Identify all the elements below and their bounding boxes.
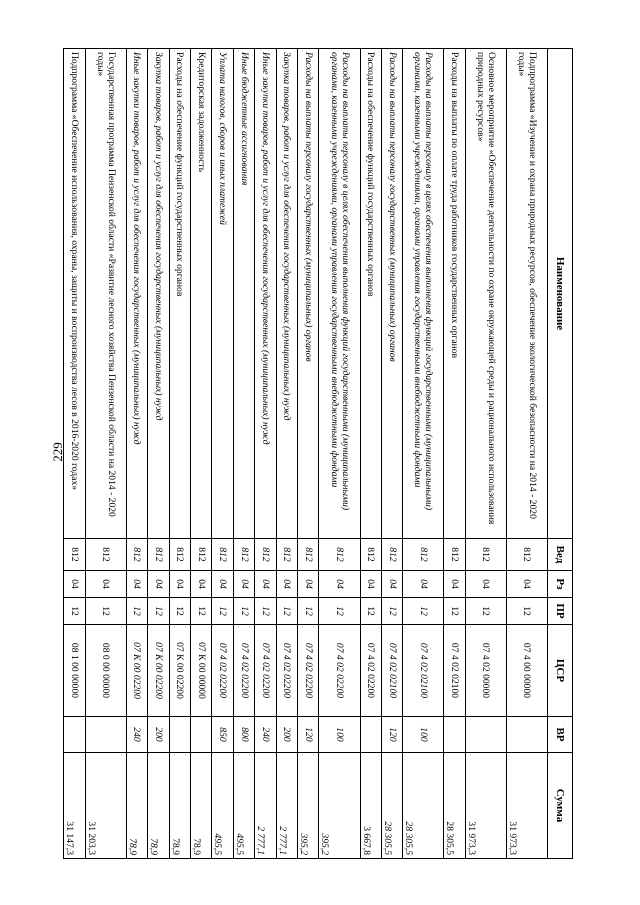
row-name: Иные закупки товаров, работ и услуг для обеспечения государственных (муниципальных) нужд (255, 49, 276, 539)
row-pr: 12 (212, 598, 233, 625)
table-row (169, 49, 190, 859)
row-csr: 07 4 02 02200 (276, 625, 297, 717)
table-row (276, 49, 297, 859)
row-sum: 3 667,8 (360, 753, 381, 859)
table-row (190, 49, 211, 859)
row-csr: 07 4 00 00000 (506, 625, 547, 717)
row-vr (190, 717, 211, 753)
row-ved: 812 (148, 539, 169, 571)
row-vr: 200 (276, 717, 297, 753)
row-rz: 04 (85, 571, 126, 598)
row-rz: 04 (276, 571, 297, 598)
row-name: Подпрограмма «Обеспечение использования, охраны, защиты и воспроизводства лесов в 2016-2020 годах» (64, 49, 86, 539)
row-sum: 28 305,5 (381, 753, 402, 859)
row-name: Расходы на выплаты персоналу в целях обеспечения выполнения функций государственными (муниципальными) органами, казенными учреждениями, органами управления государственными внебюджетными фондами (319, 49, 360, 539)
row-rz: 04 (444, 571, 465, 598)
row-vr: 100 (403, 717, 444, 753)
row-pr: 12 (233, 598, 254, 625)
row-name: Кредиторская задолженность (190, 49, 211, 539)
row-pr: 12 (276, 598, 297, 625)
table-row (148, 49, 169, 859)
row-pr: 12 (381, 598, 402, 625)
row-csr: 07 4 02 02100 (381, 625, 402, 717)
table-row (465, 49, 506, 859)
row-sum: 2 777,1 (255, 753, 276, 859)
table-row (319, 49, 360, 859)
row-sum: 78,9 (169, 753, 190, 859)
row-pr: 12 (403, 598, 444, 625)
row-vr (506, 717, 547, 753)
row-pr: 12 (444, 598, 465, 625)
row-ved: 812 (190, 539, 211, 571)
row-sum: 495,5 (212, 753, 233, 859)
row-vr (64, 717, 86, 753)
header-rz: Рз (548, 571, 573, 598)
row-csr: 07 4 02 02100 (403, 625, 444, 717)
row-csr: 07 4 02 02200 (360, 625, 381, 717)
row-name: Подпрограмма «Изучение и охрана природных ресурсов, обеспечение экологической безопасности на 2014 - 2020 годы» (506, 49, 547, 539)
row-ved: 812 (255, 539, 276, 571)
row-ved: 812 (298, 539, 319, 571)
row-sum: 31 973,3 (465, 753, 506, 859)
row-name: Государственная программа Пензенской области «Развитие лесного хозяйства Пензенской области на 2014 - 2020 годы» (85, 49, 126, 539)
row-vr (85, 717, 126, 753)
row-sum: 495,5 (233, 753, 254, 859)
row-csr: 07 К 00 00000 (190, 625, 211, 717)
header-name: Наименование (548, 49, 573, 539)
row-vr: 240 (255, 717, 276, 753)
row-csr: 07 4 02 02200 (255, 625, 276, 717)
row-name: Расходы на обеспечение функций государственных органов (360, 49, 381, 539)
row-pr: 12 (169, 598, 190, 625)
row-name: Расходы на выплаты персоналу в целях обеспечения выполнения функций государственными (муниципальными) органами, казенными учреждениями, органами управления государственными внебюджетными фондами (403, 49, 444, 539)
row-rz: 04 (319, 571, 360, 598)
row-ved: 812 (381, 539, 402, 571)
header-csr: ЦСР (548, 625, 573, 717)
row-ved: 812 (126, 539, 147, 571)
row-sum: 31 973,3 (506, 753, 547, 859)
row-sum: 31 147,3 (64, 753, 86, 859)
row-name: Расходы на выплаты персоналу государственных (муниципальных) органов (298, 49, 319, 539)
row-csr: 07 К 00 02200 (126, 625, 147, 717)
row-pr: 12 (319, 598, 360, 625)
row-rz: 04 (298, 571, 319, 598)
row-csr: 07 4 02 02200 (319, 625, 360, 717)
row-csr: 07 4 02 02200 (233, 625, 254, 717)
row-name: Расходы на выплаты персоналу государственных (муниципальных) органов (381, 49, 402, 539)
row-csr: 07 4 02 02200 (212, 625, 233, 717)
row-rz: 04 (465, 571, 506, 598)
table-row (255, 49, 276, 859)
row-pr: 12 (506, 598, 547, 625)
row-name: Иные бюджетные ассигнования (233, 49, 254, 539)
row-sum: 2 777,1 (276, 753, 297, 859)
row-ved: 812 (403, 539, 444, 571)
table-row (212, 49, 233, 859)
row-sum: 78,9 (148, 753, 169, 859)
row-vr (444, 717, 465, 753)
row-ved: 812 (169, 539, 190, 571)
row-pr: 12 (360, 598, 381, 625)
row-pr: 12 (255, 598, 276, 625)
row-vr (360, 717, 381, 753)
row-pr: 12 (64, 598, 86, 625)
row-pr: 12 (148, 598, 169, 625)
row-rz: 04 (506, 571, 547, 598)
row-sum: 395,2 (319, 753, 360, 859)
row-ved: 812 (85, 539, 126, 571)
row-csr: 07 4 02 00000 (465, 625, 506, 717)
row-pr: 12 (85, 598, 126, 625)
header-pr: ПР (548, 598, 573, 625)
row-sum: 28 305,5 (403, 753, 444, 859)
row-name: Уплата налогов, сборов и иных платежей (212, 49, 233, 539)
row-pr: 12 (126, 598, 147, 625)
row-sum: 395,2 (298, 753, 319, 859)
row-sum: 31 203,3 (85, 753, 126, 859)
row-ved: 812 (506, 539, 547, 571)
table-row (506, 49, 547, 859)
row-ved: 812 (360, 539, 381, 571)
row-rz: 04 (64, 571, 86, 598)
row-csr: 07 К 00 02200 (169, 625, 190, 717)
row-rz: 04 (233, 571, 254, 598)
row-rz: 04 (190, 571, 211, 598)
table-row (403, 49, 444, 859)
row-vr: 850 (212, 717, 233, 753)
row-name: Расходы на выплаты по оплате труда работников государственных органов (444, 49, 465, 539)
row-vr: 120 (298, 717, 319, 753)
table-row (126, 49, 147, 859)
row-ved: 812 (319, 539, 360, 571)
header-vr: ВР (548, 717, 573, 753)
row-ved: 812 (64, 539, 86, 571)
row-vr: 120 (381, 717, 402, 753)
row-rz: 04 (126, 571, 147, 598)
row-csr: 07 К 00 02200 (148, 625, 169, 717)
row-ved: 812 (233, 539, 254, 571)
table-row (298, 49, 319, 859)
row-rz: 04 (255, 571, 276, 598)
row-pr: 12 (465, 598, 506, 625)
table-row (233, 49, 254, 859)
row-ved: 812 (276, 539, 297, 571)
header-sum: Сумма (548, 753, 573, 859)
row-rz: 04 (148, 571, 169, 598)
row-ved: 812 (212, 539, 233, 571)
row-pr: 12 (190, 598, 211, 625)
row-rz: 04 (212, 571, 233, 598)
row-vr (465, 717, 506, 753)
row-csr: 08 1 00 00000 (64, 625, 86, 717)
budget-table (63, 48, 573, 859)
table-row (381, 49, 402, 859)
row-csr: 07 4 02 02100 (444, 625, 465, 717)
row-pr: 12 (298, 598, 319, 625)
row-vr: 100 (319, 717, 360, 753)
row-sum: 78,9 (126, 753, 147, 859)
table-header-row (548, 49, 573, 859)
page-number: 229 (50, 442, 65, 462)
row-vr: 200 (148, 717, 169, 753)
row-rz: 04 (403, 571, 444, 598)
row-name: Иные закупки товаров, работ и услуг для обеспечения государственных (муниципальных) нужд (126, 49, 147, 539)
rotated-table-wrapper (63, 48, 573, 858)
row-rz: 04 (360, 571, 381, 598)
table-body (64, 49, 548, 859)
row-vr (169, 717, 190, 753)
table-row (64, 49, 86, 859)
row-name: Закупка товаров, работ и услуг для обеспечения государственных (муниципальных) нужд (276, 49, 297, 539)
row-vr: 240 (126, 717, 147, 753)
row-csr: 07 4 02 02200 (298, 625, 319, 717)
header-ved: Вед (548, 539, 573, 571)
table-row (360, 49, 381, 859)
row-name: Расходы на обеспечение функций государственных органов (169, 49, 190, 539)
row-csr: 08 0 00 00000 (85, 625, 126, 717)
row-sum: 78,9 (190, 753, 211, 859)
row-ved: 812 (444, 539, 465, 571)
row-name: Основное мероприятие «Обеспечение деятельности по охране окружающей среды и рационального использования природных ресурсов» (465, 49, 506, 539)
row-vr: 800 (233, 717, 254, 753)
row-rz: 04 (169, 571, 190, 598)
row-name: Закупка товаров, работ и услуг для обеспечения государственных (муниципальных) нужд (148, 49, 169, 539)
row-ved: 812 (465, 539, 506, 571)
table-row (444, 49, 465, 859)
row-rz: 04 (381, 571, 402, 598)
table-row (85, 49, 126, 859)
row-sum: 28 305,5 (444, 753, 465, 859)
